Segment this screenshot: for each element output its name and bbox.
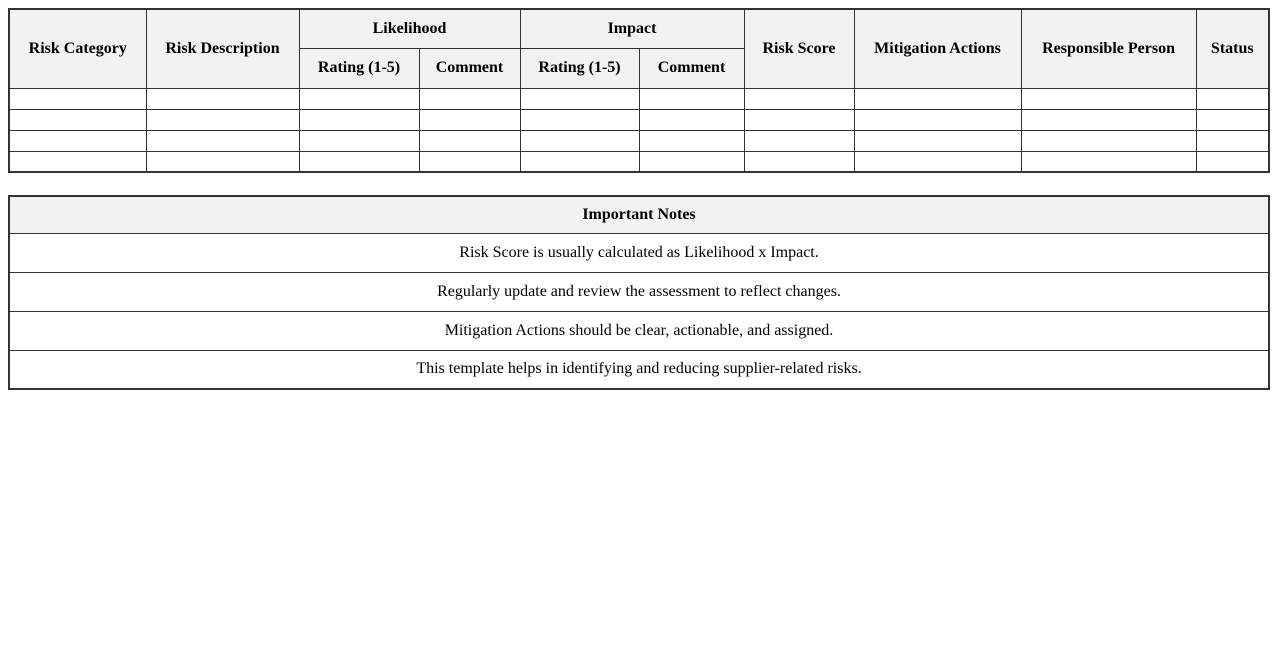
column-header-risk-description: Risk Description (146, 9, 299, 88)
cell-responsible-person (1021, 151, 1196, 172)
cell-likelihood-comment (419, 151, 520, 172)
column-header-status: Status (1196, 9, 1269, 88)
note-row (9, 350, 1269, 389)
column-group-impact: Impact (520, 9, 744, 48)
cell-status (1196, 109, 1269, 130)
note-row (9, 233, 1269, 272)
notes-header-row (9, 196, 1269, 233)
risk-table-body (9, 88, 1269, 172)
cell-likelihood-comment (419, 130, 520, 151)
column-header-responsible-person: Responsible Person (1021, 9, 1196, 88)
cell-risk-score (744, 109, 854, 130)
empty-risk-row (9, 88, 1269, 109)
risk-table-header (9, 9, 1269, 88)
cell-risk-score (744, 130, 854, 151)
column-header-risk-score: Risk Score (744, 9, 854, 88)
cell-risk-description (146, 130, 299, 151)
cell-status (1196, 151, 1269, 172)
notes-table-body (9, 233, 1269, 389)
note-row (9, 311, 1269, 350)
column-header-likelihood-comment: Comment (419, 48, 520, 88)
cell-risk-description (146, 151, 299, 172)
cell-risk-description (146, 109, 299, 130)
cell-impact-rating (520, 88, 639, 109)
cell-impact-comment (639, 109, 744, 130)
column-header-impact-rating: Rating (1-5) (520, 48, 639, 88)
column-header-mitigation-actions: Mitigation Actions (854, 9, 1021, 88)
cell-impact-rating (520, 130, 639, 151)
risk-assessment-table (8, 8, 1270, 173)
cell-likelihood-rating (299, 130, 419, 151)
important-notes-table (8, 195, 1270, 390)
cell-responsible-person (1021, 130, 1196, 151)
empty-risk-row (9, 130, 1269, 151)
column-header-impact-comment: Comment (639, 48, 744, 88)
column-group-likelihood: Likelihood (299, 9, 520, 48)
cell-risk-score (744, 88, 854, 109)
cell-status (1196, 130, 1269, 151)
notes-title: Important Notes (9, 196, 1269, 233)
cell-impact-rating (520, 151, 639, 172)
empty-risk-row (9, 151, 1269, 172)
note-text: This template helps in identifying and reducing supplier-related risks. (9, 350, 1269, 389)
notes-table-header (9, 196, 1269, 233)
cell-likelihood-comment (419, 88, 520, 109)
cell-responsible-person (1021, 109, 1196, 130)
cell-impact-comment (639, 88, 744, 109)
header-group-row (9, 9, 1269, 48)
cell-likelihood-rating (299, 109, 419, 130)
cell-responsible-person (1021, 88, 1196, 109)
column-header-likelihood-rating: Rating (1-5) (299, 48, 419, 88)
cell-risk-description (146, 88, 299, 109)
column-header-risk-category: Risk Category (9, 9, 146, 88)
cell-impact-comment (639, 130, 744, 151)
cell-likelihood-rating (299, 88, 419, 109)
cell-likelihood-rating (299, 151, 419, 172)
cell-risk-category (9, 130, 146, 151)
cell-status (1196, 88, 1269, 109)
cell-mitigation-actions (854, 88, 1021, 109)
cell-mitigation-actions (854, 109, 1021, 130)
note-text: Risk Score is usually calculated as Likelihood x Impact. (9, 233, 1269, 272)
cell-risk-category (9, 109, 146, 130)
cell-risk-category (9, 151, 146, 172)
cell-impact-comment (639, 151, 744, 172)
empty-risk-row (9, 109, 1269, 130)
cell-mitigation-actions (854, 130, 1021, 151)
cell-likelihood-comment (419, 109, 520, 130)
note-row (9, 272, 1269, 311)
cell-impact-rating (520, 109, 639, 130)
cell-risk-category (9, 88, 146, 109)
cell-risk-score (744, 151, 854, 172)
note-text: Regularly update and review the assessment to reflect changes. (9, 272, 1269, 311)
note-text: Mitigation Actions should be clear, actionable, and assigned. (9, 311, 1269, 350)
cell-mitigation-actions (854, 151, 1021, 172)
